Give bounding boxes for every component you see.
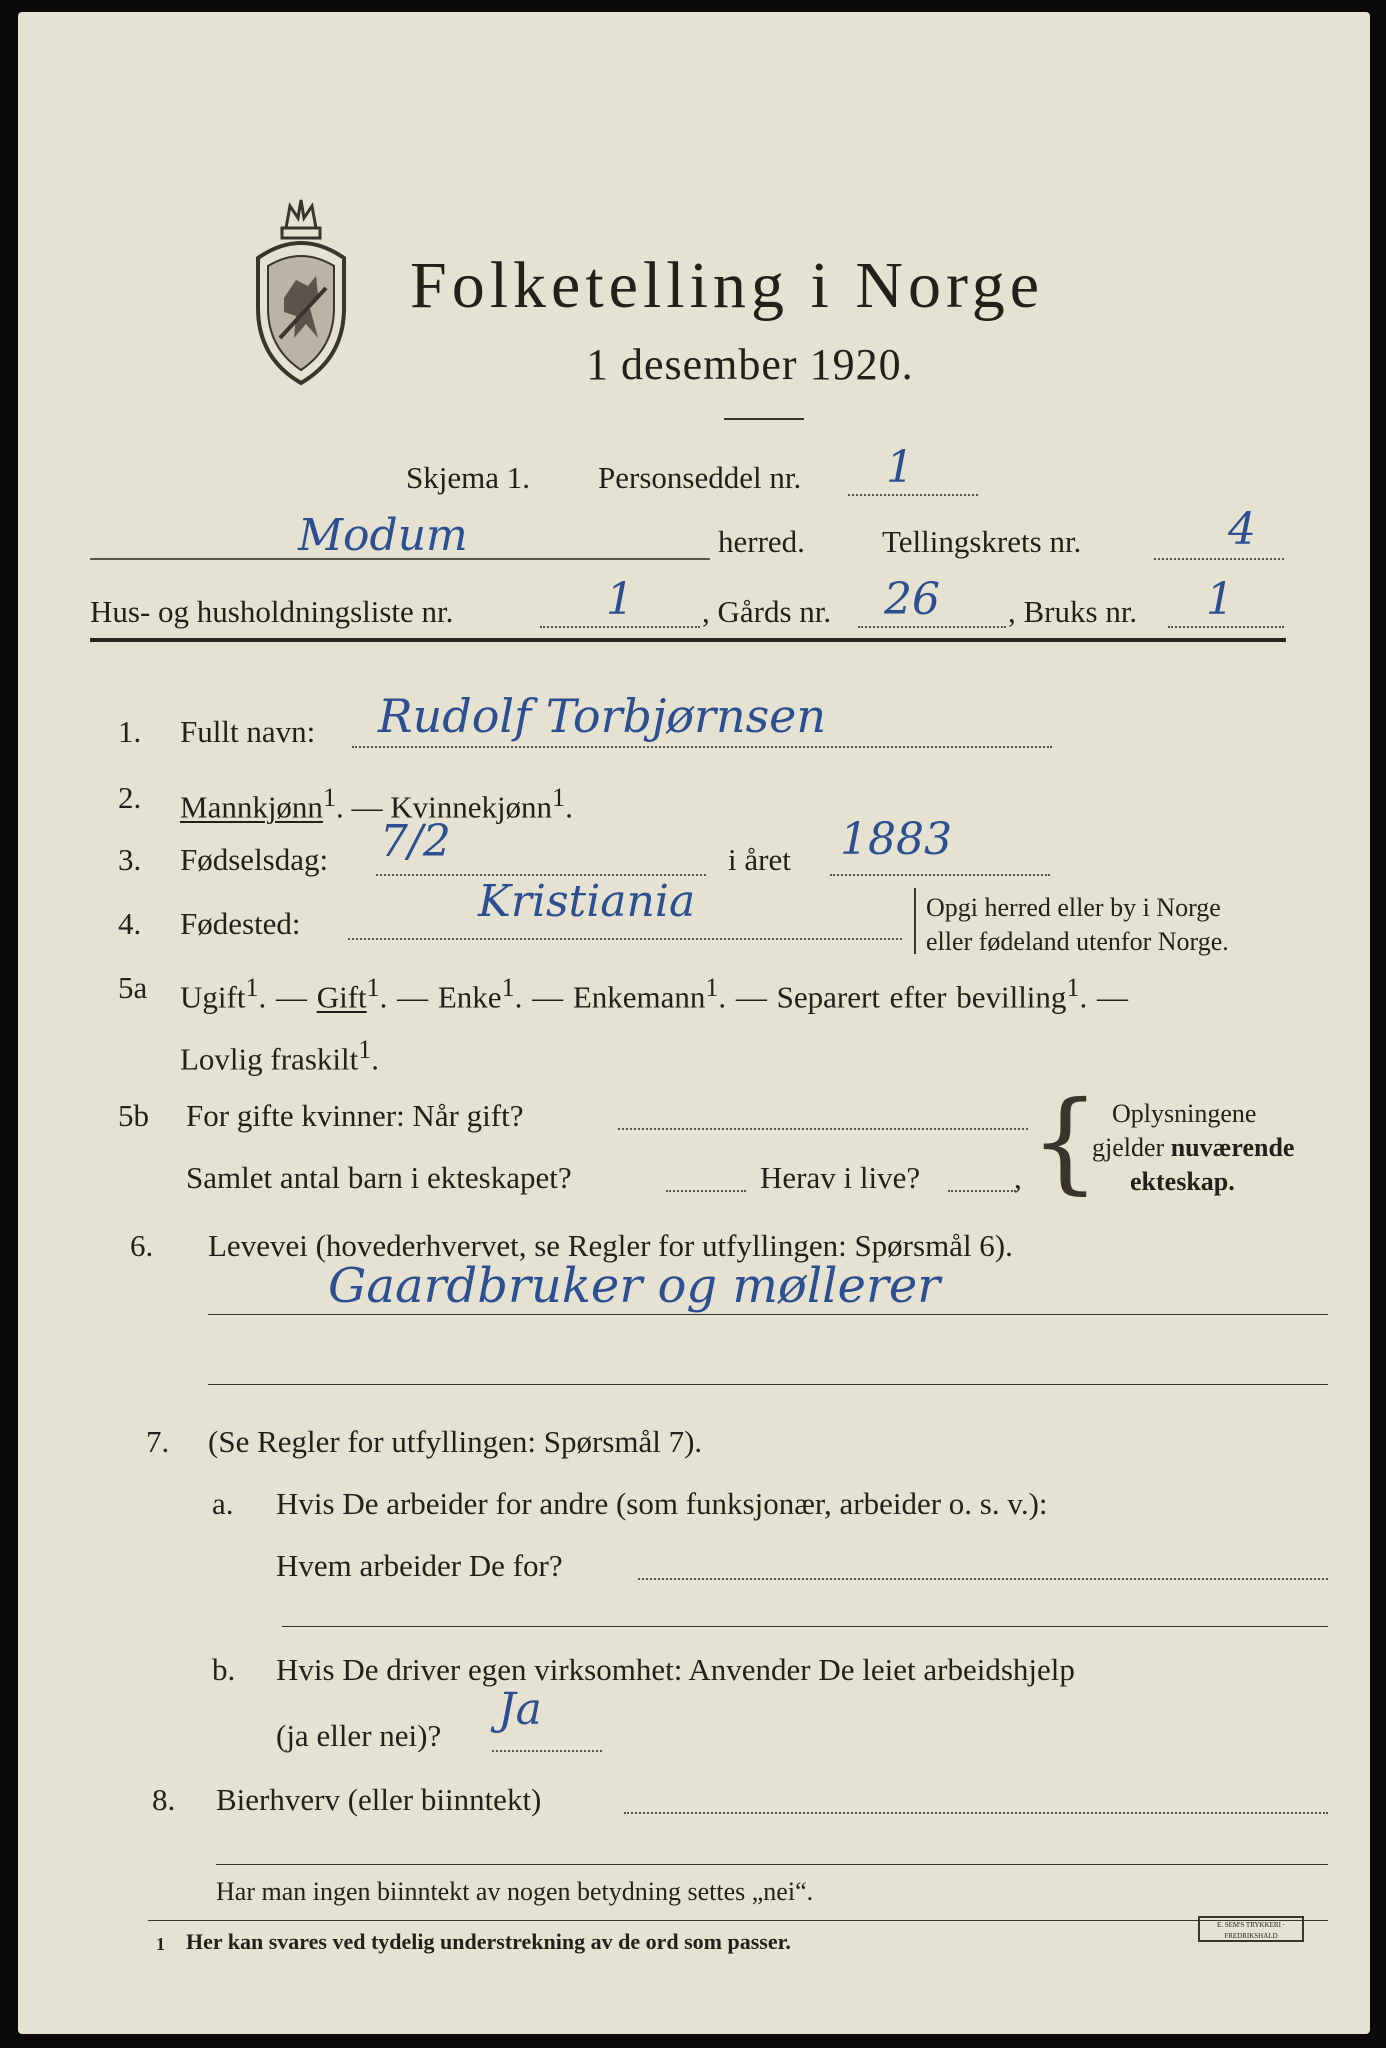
- norwegian-coat-of-arms-icon: [246, 188, 356, 388]
- herred-value: Modum: [298, 510, 468, 561]
- q7b-line1: Hvis De driver egen virksomhet: Anvender De leiet arbeidshjelp: [276, 1652, 1075, 1687]
- children-alive-field[interactable]: [948, 1190, 1016, 1192]
- marital-enkemann[interactable]: Enkemann: [572, 979, 706, 1015]
- marital-options: Ugift$^1$. — Gift$^1$. — Enke$^1$. — Enkemann$^1$. — Separert efter bevilling$^1$. —: [180, 973, 1128, 1015]
- personseddel-field[interactable]: [848, 494, 978, 496]
- year-label: i året: [728, 842, 791, 877]
- q6-number: 6.: [130, 1228, 154, 1263]
- children-total-field[interactable]: [666, 1190, 746, 1192]
- q6-label: Levevei (hovederhvervet, se Regler for utfyllingen: Spørsmål 6).: [208, 1228, 1013, 1263]
- q7a-number: a.: [212, 1486, 234, 1521]
- footnote-number: 1: [156, 1934, 165, 1954]
- footnote-text: Her kan svares ved tydelig understrekning av de ord som passer.: [186, 1929, 791, 1954]
- full-name-value: Rudolf Torbjørnsen: [378, 689, 827, 743]
- title-divider: [724, 418, 804, 420]
- q7a-line2: Hvem arbeider De for?: [276, 1548, 563, 1583]
- tellingskrets-field[interactable]: [1154, 558, 1284, 560]
- married-note-1: Oplysningene: [1112, 1099, 1257, 1128]
- married-note-3: ekteskap.: [1130, 1167, 1235, 1196]
- marital-separert[interactable]: Separert efter bevilling: [776, 979, 1067, 1015]
- hired-help-value: Ja: [498, 1684, 542, 1735]
- married-note-2: gjelder nuværende: [1092, 1133, 1295, 1162]
- marital-ugift[interactable]: Ugift: [180, 979, 246, 1015]
- sex-option-female[interactable]: Kvinnekjønn: [390, 789, 553, 825]
- q7-number: 7.: [146, 1424, 170, 1459]
- side-income-field[interactable]: [624, 1812, 1328, 1814]
- q5b-number: 5b: [118, 1098, 149, 1133]
- birthplace-note-bracket: [914, 888, 920, 954]
- employer-field-2[interactable]: [282, 1626, 1328, 1627]
- q8-number: 8.: [152, 1782, 176, 1817]
- birth-year-value: 1883: [840, 814, 952, 865]
- q1-number: 1.: [118, 714, 142, 749]
- occupation-value: Gaardbruker og møllerer: [328, 1258, 941, 1314]
- birthplace-field[interactable]: [348, 938, 902, 940]
- married-note-brace: {: [1030, 1077, 1100, 1205]
- hired-help-field[interactable]: [492, 1750, 602, 1752]
- married-when-label: For gifte kvinner: Når gift?: [186, 1098, 524, 1133]
- marital-fraskilt[interactable]: Lovlig fraskilt: [180, 1041, 359, 1077]
- herred-label: herred.: [718, 524, 805, 559]
- bruks-value: 1: [1206, 574, 1234, 625]
- gards-value: 26: [884, 574, 940, 625]
- q5a-number: 5a: [118, 970, 148, 1005]
- tellingskrets-value: 4: [1228, 504, 1256, 555]
- sex-options: Mannkjønn$^1$. — Kvinnekjønn$^1$.: [180, 783, 573, 825]
- bruks-field[interactable]: [1168, 626, 1284, 628]
- employer-field[interactable]: [638, 1578, 1328, 1580]
- side-income-field-2[interactable]: [216, 1864, 1328, 1865]
- printer-stamp: E. SEM'S TRYKKERI · FREDRIKSHALD: [1198, 1916, 1304, 1942]
- gards-field[interactable]: [858, 626, 1006, 628]
- full-name-field[interactable]: [352, 746, 1052, 748]
- occupation-field-2[interactable]: [208, 1384, 1328, 1385]
- birthplace-note-2: eller fødeland utenfor Norge.: [926, 927, 1229, 956]
- census-date: 1 desember 1920.: [586, 340, 914, 389]
- hus-field[interactable]: [540, 626, 700, 628]
- birthplace-value: Kristiania: [478, 876, 696, 927]
- q8-label: Bierhverv (eller biinntekt): [216, 1782, 542, 1817]
- married-when-field[interactable]: [618, 1128, 1028, 1130]
- q7b-number: b.: [212, 1652, 236, 1687]
- personseddel-value: 1: [886, 442, 914, 493]
- q4-label: Fødested:: [180, 906, 301, 941]
- marital-enke[interactable]: Enke: [437, 979, 502, 1015]
- birthplace-note-1: Opgi herred eller by i Norge: [926, 893, 1221, 922]
- children-alive-label: Herav i live?: [760, 1160, 921, 1195]
- bruks-label: , Bruks nr.: [1008, 594, 1138, 629]
- tellingskrets-label: Tellingskrets nr.: [882, 524, 1082, 559]
- schema-label: Skjema 1.: [406, 460, 530, 495]
- footer-divider: [148, 1920, 1328, 1921]
- gards-label: , Gårds nr.: [702, 594, 832, 629]
- birth-year-field[interactable]: [830, 874, 1050, 876]
- hus-label: Hus- og husholdningsliste nr.: [90, 594, 454, 629]
- marital-gift[interactable]: Gift: [316, 979, 367, 1015]
- form-title: Folketelling i Norge: [410, 249, 1045, 322]
- q3-number: 3.: [118, 842, 142, 877]
- header-divider: [90, 638, 1286, 642]
- occupation-field-1[interactable]: [208, 1314, 1328, 1315]
- q1-label: Fullt navn:: [180, 714, 316, 749]
- q7a-line1: Hvis De arbeider for andre (som funksjonær, arbeider o. s. v.):: [276, 1486, 1048, 1521]
- q7b-line2: (ja eller nei)?: [276, 1718, 442, 1753]
- marital-fraskilt-line: Lovlig fraskilt$^1$.: [180, 1035, 379, 1077]
- hus-value: 1: [606, 574, 634, 625]
- q7-label: (Se Regler for utfyllingen: Spørsmål 7).: [208, 1424, 703, 1459]
- q3-label: Fødselsdag:: [180, 842, 329, 877]
- birthday-value: 7/2: [380, 816, 451, 867]
- children-alive-comma: ,: [1014, 1160, 1022, 1195]
- q2-number: 2.: [118, 780, 142, 815]
- sex-option-male[interactable]: Mannkjønn: [180, 789, 323, 825]
- no-income-note: Har man ingen biinntekt av nogen betydning settes „nei“.: [216, 1877, 814, 1906]
- personseddel-label: Personseddel nr.: [598, 460, 802, 495]
- children-total-label: Samlet antal barn i ekteskapet?: [186, 1160, 572, 1195]
- census-form: [18, 12, 1370, 2034]
- q4-number: 4.: [118, 906, 142, 941]
